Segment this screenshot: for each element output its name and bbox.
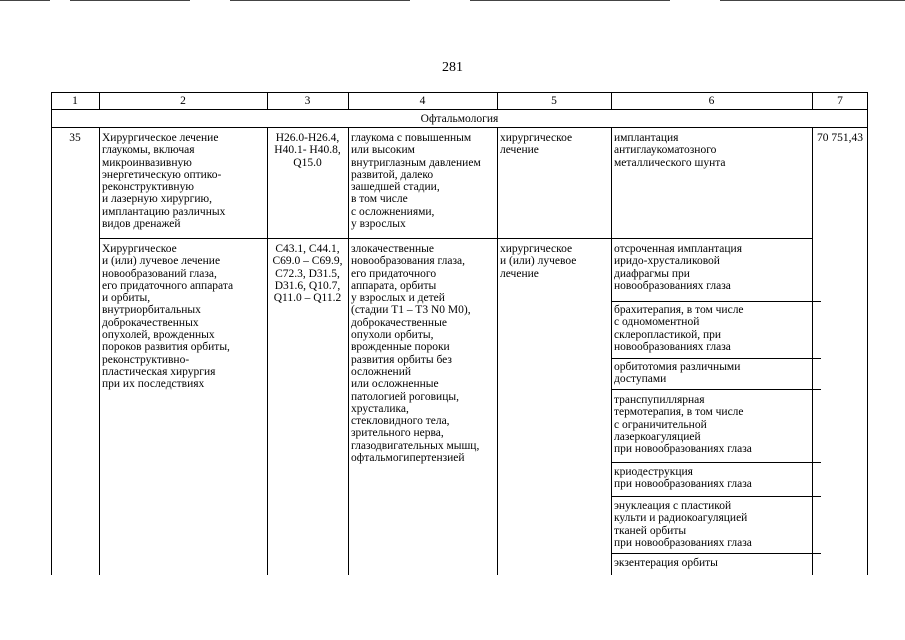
col-line [267,127,268,575]
treatment-method: имплантация антиглаукоматозного металлического шунта [614,132,726,169]
table-top-border [51,92,868,93]
section-divider [51,127,868,128]
method-item: брахитерапия, в том числе с одномоментной склеропластикой, при новообразованиях глаза [611,303,821,359]
patient-model: глаукома с повышенным или высоким внутриглазным давлением развитой, далеко зашедшей стадии, в том числе с осложнениями, у взрослых [351,132,481,231]
header-cell: 6 [708,95,715,107]
icd-codes: H26.0-H26.4, H40.1- H40.8, Q15.0 [274,132,341,169]
header-cell: 2 [180,95,186,107]
section-title: Офтальмология [420,113,499,125]
method-item: транспупиллярная термотерапия, в том числе с ограничительной лазеркоагуляцией при новообразованиях глаза [611,393,821,463]
row-number: 35 [69,132,81,144]
icd-codes: C43.1, C44.1, C69.0 – C69.9, C72.3, D31.5, D31.6, Q10.7, Q11.0 – Q11.2 [272,243,343,305]
header-cell: 3 [304,95,311,107]
table-left-border [51,92,52,575]
method-item: энуклеация с пластикой культи и радиокоагуляцией тканей орбиты при новообразованиях глаза [611,499,821,554]
header-cell: 7 [837,95,843,107]
col-line [497,127,498,575]
method-item: экзентерация орбиты [614,557,718,569]
service-name: Хирургическое и (или) лучевое лечение новообразований глаза, его придаточного аппарата и орбиты, внутриорбитальных доброкачественных опухолей, врожденных пороков развития орбиты, реконструктивно- пластическая хирургия при их последствиях [102,243,234,391]
method-item: криодеструкция при новообразованиях глаза [611,465,821,497]
table-right-border [867,92,868,575]
header-cell: 1 [72,95,78,107]
header-cell: 4 [419,95,426,107]
cost-value: 70 751,43 [817,132,863,144]
row-divider [99,238,813,239]
patient-model: злокачественные новообразования глаза, его придаточного аппарата, орбиты у взрослых и детей (стадии T1 – T3 N0 M0), доброкачественные опухоли орбиты, врожденные пороки развития орбиты без осложнений или осложненные патологией роговицы, хрусталика, стекловидного тела, зрительного нерва, глазодвигательных мышц, офтальмогипертензией [351,243,480,465]
service-name: Хирургическое лечение глаукомы, включая микроинвазивную энергетическую оптико- реконструктивную и лазерную хирургию, имплантацию различных видов дренажей [102,132,226,231]
treatment-type: хирургическое и (или) лучевое лечение [500,243,577,280]
treatment-type: хирургическое лечение [500,132,573,157]
page-number: 281 [442,60,463,75]
method-item: орбитотомия различными доступами [611,360,821,390]
header-cell: 5 [551,95,557,107]
scan-top-edge [0,0,905,3]
header-divider [51,109,868,110]
method-item: отсроченная имплантация иридо-хрусталиковой диафрагмы при новообразованиях глаза [611,242,821,302]
